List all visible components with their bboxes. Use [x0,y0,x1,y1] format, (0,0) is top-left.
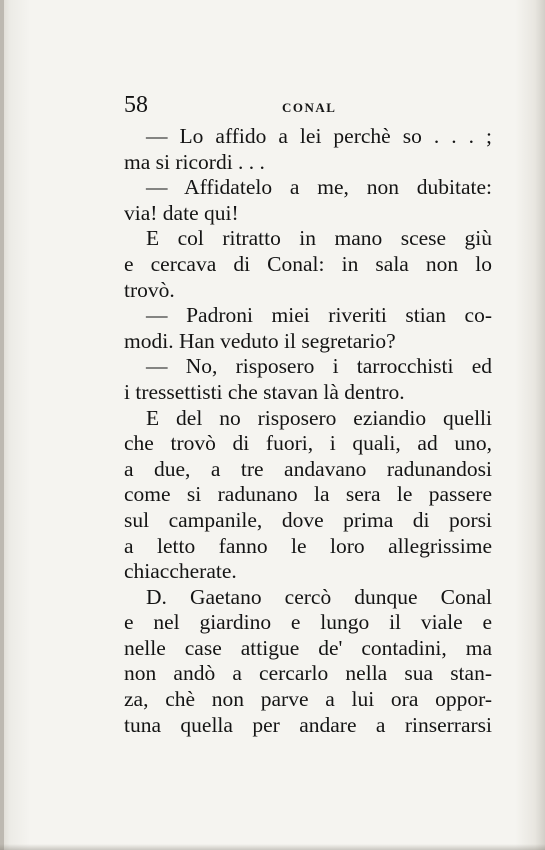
text-line: E col ritratto in mano scese giù [146,226,492,251]
text-line: trovò. [124,277,175,302]
text-line: za, chè non parve a lui ora oppor- [124,687,492,712]
text-line: tuna quella per andare a rinserrarsi [124,712,492,737]
text-line: non andò a cercarlo nella sua stan- [124,661,492,686]
text-line: i tressettisti che stavan là dentro. [124,379,405,404]
page-number: 58 [124,92,148,118]
text-line: nelle case attigue de' contadini, ma [124,635,492,660]
text-line: D. Gaetano cercò dunque Conal [146,584,492,609]
text-line: come si radunano la sera le passere [124,482,492,507]
page-header [124,92,494,120]
text-line: e cercava di Conal: in sala non lo [124,251,492,276]
page-left-edge [0,0,4,850]
text-line: a due, a tre andavano radunandosi [124,456,492,481]
text-line: via! date qui! [124,200,239,225]
text-line: — Padroni miei riveriti stian co- [146,303,492,328]
running-head: CONAL [282,100,337,115]
text-line: che trovò di fuori, i quali, ad uno, [124,431,492,456]
text-line: e nel giardino e lungo il viale e [124,610,492,635]
text-line: ma si ricordi . . . [124,149,265,174]
text-line: — Affidatelo a me, non dubitate: [146,175,492,200]
text-line: a letto fanno le loro allegrissime [124,533,492,558]
page-bottom-edge [0,844,545,850]
text-line: — Lo affido a lei perchè so . . . ; [146,124,492,148]
text-line: sul campanile, dove prima di porsi [124,507,492,532]
text-line: E del no risposero eziandio quelli [146,405,492,430]
text-line: modi. Han veduto il segretario? [124,328,396,353]
text-line: — No, risposero i tarrocchisti ed [146,354,492,379]
body-text [124,124,492,738]
text-line: chiaccherate. [124,559,237,584]
